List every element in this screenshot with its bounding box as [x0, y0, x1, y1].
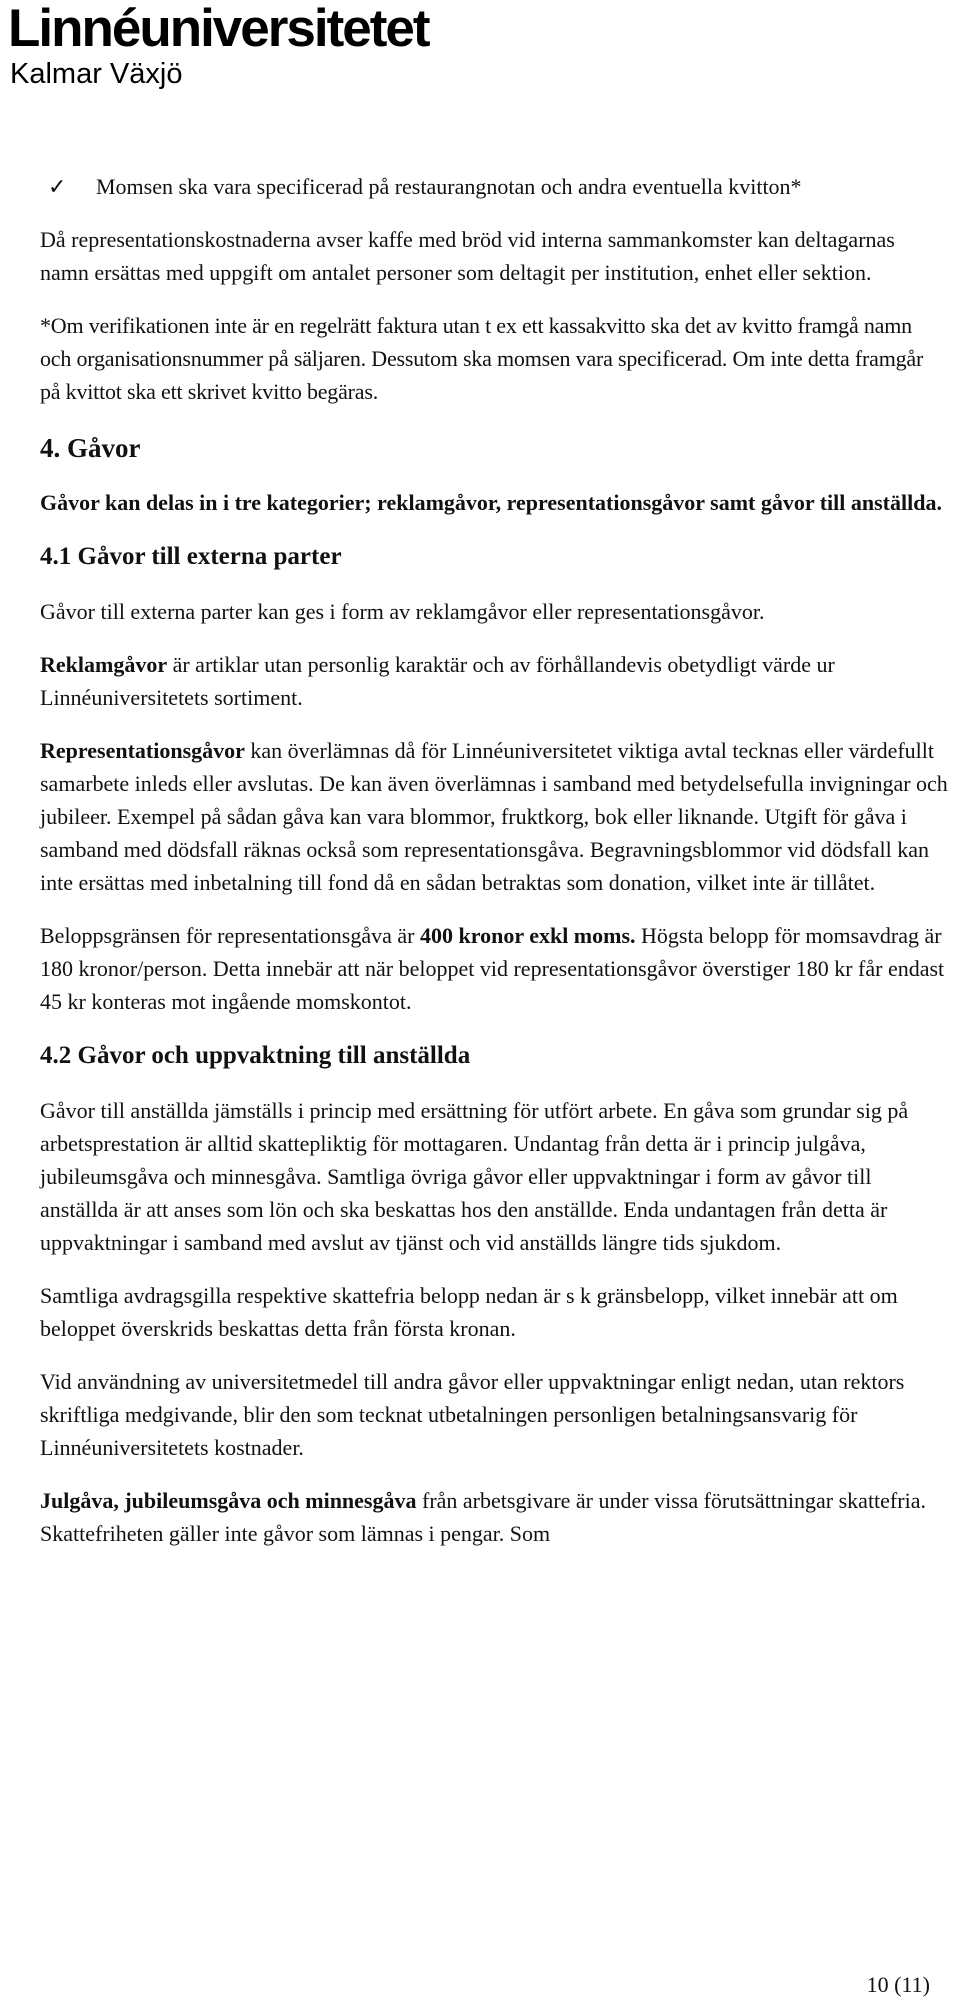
christmas-gift-text: från arbetsgivare är under vissa förutsättningar skattefria. Skattefriheten gäller inte gåvor som lämnas i pengar. Som [40, 1488, 926, 1546]
paragraph-representation-gifts [40, 734, 948, 899]
paragraph-limit-amounts: Samtliga avdragsgilla respektive skattefria belopp nedan är s k gränsbelopp, vilket innebär att om beloppet överskrids beskattas detta från första kronan. [40, 1283, 898, 1341]
paragraph-promotional-gifts [40, 648, 948, 714]
checklist-item-text: Momsen ska vara specificerad på restaurangnotan och andra eventuella kvitton* [96, 174, 802, 199]
paragraph-christmas-gift [40, 1484, 948, 1550]
amount-limit-start: Beloppsgränsen för representationsgåva är [40, 923, 420, 948]
logo-wordmark: Linnéuniversitetet [8, 0, 429, 58]
term-promotional-gifts: Reklamgåvor [40, 652, 168, 677]
paragraph-employee-gifts: Gåvor till anställda jämställs i princip med ersättning för utfört arbete. En gåva som grundar sig på arbetsprestation är alltid skattepliktig för mottagaren. Undantag från detta är i princip julgåva, jubileumsgåva och minnesgåva. Samtliga övriga gåvor eller uppvaktningar i form av gåvor till anställda är att anses som lön och ska beskattas hos den anställde. Enda undantagen från detta är uppvaktningar i samband med avslut av tjänst och vid anställds längre tids sjukdom. [40, 1098, 909, 1255]
paragraph-receipt-note: *Om verifikationen inte är en regelrätt faktura utan t ex ett kassakvitto ska det av kvitto framgå namn och organisationsnummer på säljaren. Dessutom ska momsen vara specificerad. Om inte detta framgår på kvittot ska ett skrivet kvitto begäras. [40, 313, 924, 404]
section-heading-gifts: 4. Gåvor [40, 433, 141, 463]
page-number: 10 (11) [866, 1972, 930, 1997]
checkmark-icon: ✓ [48, 174, 67, 199]
paragraph-external-gifts: Gåvor till externa parter kan ges i form av reklamgåvor eller representationsgåvor. [40, 599, 765, 624]
paragraph-amount-limit [40, 919, 948, 1018]
promotional-gifts-text: är artiklar utan personlig karaktär och av förhållandevis obetydligt värde ur Linnéuniversitetets sortiment. [40, 652, 835, 710]
representation-gifts-text: kan överlämnas då för Linnéuniversitetet viktiga avtal tecknas eller värdefullt samarbete inleds eller avslutas. De kan även överlämnas i samband med betydelsefulla invigningar och jubileer. Exempel på sådan gåva kan vara blommor, fruktkorg, bok eller liknande. Utgift för gåva i samband med dödsfall räknas också som representationsgåva. Begravningsblommor vid dödsfall kan inte ersättas med inbetalning till fond då en sådan betraktas som donation, vilket inte är tillåtet. [40, 738, 948, 895]
logo-subtitle: Kalmar Växjö [10, 58, 183, 90]
section-intro-gifts: Gåvor kan delas in i tre kategorier; reklamgåvor, representationsgåvor samt gåvor till anställda. [40, 490, 942, 515]
paragraph-representation-names: Då representationskostnaderna avser kaffe med bröd vid interna sammankomster kan deltagarnas namn ersättas med uppgift om antalet personer som deltagit per institution, enhet eller sektion. [40, 227, 895, 285]
university-logo [8, 0, 428, 90]
term-representation-gifts: Representationsgåvor [40, 738, 245, 763]
subsection-heading-external: 4.1 Gåvor till externa parter [40, 543, 342, 570]
document-body [40, 170, 948, 1570]
subsection-heading-employees: 4.2 Gåvor och uppvaktning till anställda [40, 1042, 471, 1069]
term-christmas-gift: Julgåva, jubileumsgåva och minnesgåva [40, 1488, 417, 1513]
checklist-item [48, 170, 948, 203]
amount-limit-rest: Högsta belopp för momsavdrag är 180 kronor/person. Detta innebär att när beloppet vid representationsgåvor överstiger 180 kr får endast 45 kr konteras mot ingående momskontot. [40, 923, 945, 1014]
paragraph-university-funds: Vid användning av universitetmedel till andra gåvor eller uppvaktningar enligt nedan, utan rektors skriftliga medgivande, blir den som tecknat utbetalningen personligen betalningsansvarig för Linnéuniversitetets kostnader. [40, 1369, 905, 1460]
amount-limit-value: 400 kronor exkl moms. [419, 923, 636, 948]
